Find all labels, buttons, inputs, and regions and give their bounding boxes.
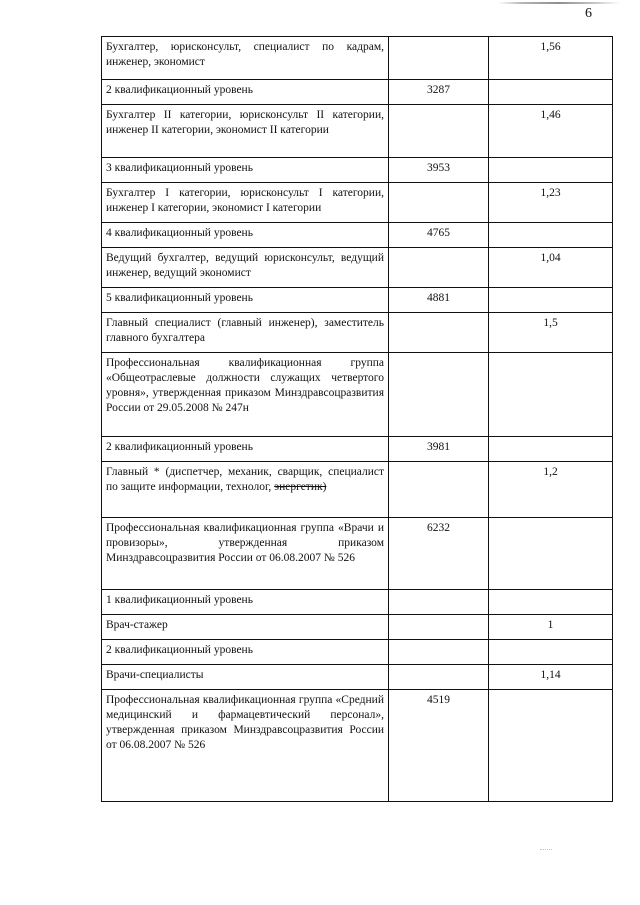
table-row (102, 518, 613, 590)
table-row (102, 183, 613, 223)
position-cell: Врачи-специалисты (102, 665, 389, 690)
position-cell: Ведущий бухгалтер, ведущий юрисконсульт, ведущий инженер, ведущий экономист (102, 248, 389, 288)
salary-cell (389, 640, 489, 665)
position-cell: Врач-стажер (102, 615, 389, 640)
salary-cell (389, 590, 489, 615)
salary-cell (389, 248, 489, 288)
table-row (102, 690, 613, 802)
coefficient-cell: 1,5 (489, 313, 613, 353)
salary-cell (389, 462, 489, 518)
group-cell: Профессиональная квалификационная группа «Общеотраслевые должности служащих четвертого уровня», утвержденная приказом Минздравсоцразвития России от 29.05.2008 № 247н (102, 353, 389, 437)
salary-cell (389, 615, 489, 640)
coefficient-cell (489, 640, 613, 665)
table-row (102, 158, 613, 183)
coefficient-cell (489, 158, 613, 183)
salary-cell: 6232 (389, 518, 489, 590)
group-cell: Профессиональная квалификационная группа «Средний медицинский и фармацевтический персонал», утвержденная приказом Минздравсоцразвития России от 06.08.2007 № 526 (102, 690, 389, 802)
table-row (102, 590, 613, 615)
page-number: 6 (585, 6, 592, 21)
table-row (102, 248, 613, 288)
level-cell: 4 квалификационный уровень (102, 223, 389, 248)
coefficient-cell: 1,04 (489, 248, 613, 288)
table-row (102, 313, 613, 353)
coefficient-cell (489, 437, 613, 462)
position-cell (102, 462, 389, 518)
salary-cell: 3981 (389, 437, 489, 462)
coefficient-cell: 1 (489, 615, 613, 640)
coefficient-cell (489, 353, 613, 437)
position-cell: Главный специалист (главный инженер), заместитель главного бухгалтера (102, 313, 389, 353)
level-cell: 1 квалификационный уровень (102, 590, 389, 615)
scan-artifact-speck (540, 849, 552, 852)
salary-cell: 3953 (389, 158, 489, 183)
salary-cell (389, 313, 489, 353)
coefficient-cell: 1,23 (489, 183, 613, 223)
table-row (102, 615, 613, 640)
salary-cell: 4765 (389, 223, 489, 248)
coefficient-cell: 1,2 (489, 462, 613, 518)
position-cell: Бухгалтер II категории, юрисконсульт II категории, инженер II категории, экономист II категории (102, 105, 389, 158)
coefficient-cell (489, 690, 613, 802)
coefficient-cell (489, 288, 613, 313)
table-row (102, 288, 613, 313)
struck-text: энергетик) (274, 481, 327, 493)
table-row (102, 37, 613, 80)
salary-cell (389, 105, 489, 158)
table-row (102, 640, 613, 665)
table-row (102, 462, 613, 518)
qualification-table (101, 36, 613, 802)
coefficient-cell: 1,14 (489, 665, 613, 690)
coefficient-cell (489, 518, 613, 590)
table-row (102, 665, 613, 690)
salary-cell (389, 183, 489, 223)
salary-cell (389, 353, 489, 437)
level-cell: 5 квалификационный уровень (102, 288, 389, 313)
salary-cell: 4519 (389, 690, 489, 802)
position-cell: Бухгалтер, юрисконсульт, специалист по кадрам, инженер, экономист (102, 37, 389, 80)
table-row (102, 437, 613, 462)
table-row (102, 223, 613, 248)
salary-cell: 4881 (389, 288, 489, 313)
coefficient-cell: 1,56 (489, 37, 613, 80)
table-row (102, 80, 613, 105)
level-cell: 3 квалификационный уровень (102, 158, 389, 183)
salary-cell: 3287 (389, 80, 489, 105)
position-cell: Бухгалтер I категории, юрисконсульт I категории, инженер I категории, экономист I категории (102, 183, 389, 223)
level-cell: 2 квалификационный уровень (102, 437, 389, 462)
coefficient-cell (489, 590, 613, 615)
position-text: Главный * (диспетчер, механик, сварщик, специалист по защите информации, технолог, (106, 466, 384, 493)
coefficient-cell: 1,46 (489, 105, 613, 158)
salary-cell (389, 665, 489, 690)
salary-cell (389, 37, 489, 80)
scan-artifact-line (498, 2, 620, 4)
coefficient-cell (489, 223, 613, 248)
table-row (102, 105, 613, 158)
group-cell: Профессиональная квалификационная группа «Врачи и провизоры», утвержденная приказом Минздравсоцразвития России от 06.08.2007 № 526 (102, 518, 389, 590)
coefficient-cell (489, 80, 613, 105)
level-cell: 2 квалификационный уровень (102, 640, 389, 665)
level-cell: 2 квалификационный уровень (102, 80, 389, 105)
table-row (102, 353, 613, 437)
